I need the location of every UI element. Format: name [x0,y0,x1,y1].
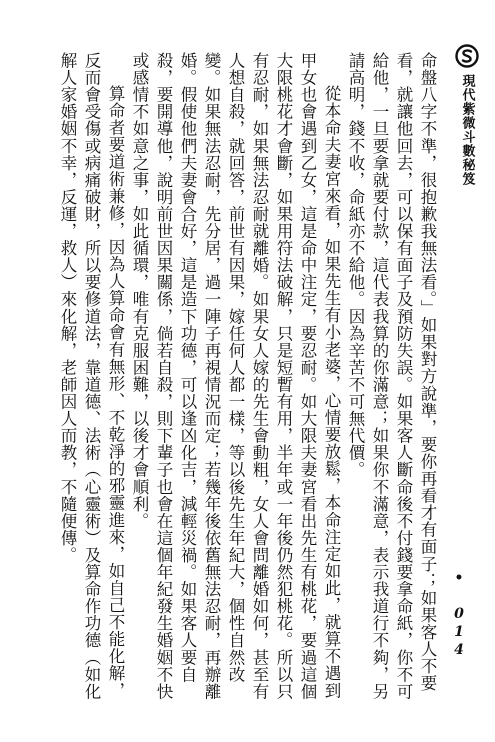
page-header [453,44,481,186]
body-text [19,52,439,702]
paragraph-marriage-advice: 從本命夫妻宮來看，如果先生有小老婆，心情要放鬆，本命注定如此，就算不遇到甲女也會遇到乙女，這是命中注定，要忍耐。如大限夫妻宮看出先生有桃花，要過這個大限桃花才會斷，如果用符法破解，只是短暫有用，半年或一年後仍然犯桃花。所以只有忍耐，如果無法忍耐就離婚。如果女人嫁的先生會動粗，女人會問離婚如何，甚至有人想自殺，就回答，前世有因果，嫁任何人都一樣，等以後先生年紀大，個性自然改變。如果無法忍耐，先分居，過一陣子再視情況而定；若幾年後依舊無法忍耐，再辦離婚。假使他們夫妻會合好，這是造下功德，可以逢凶化吉，減輕災禍。如果客人要自殺，要開導他，說明前世因果關係，倘若自殺，則下輩子也會在這個年紀發生婚姻不快或感情不如意之事，如此循環，唯有克服困難，以後才會順利。 [130,52,341,700]
page-number: • 014 [451,570,467,660]
paragraph-continued: 命盤八字不準，很抱歉我無法看。」如果對方說準，要你再看才有面子；如果客人不要看，就讓他回去，可以保有面子及預防失誤。如果客人斷命後不付錢要拿命紙，你不可給他，一旦要拿就要付款，這代表我算的你滿意；如果你不滿意，表示我道行不夠，另請高明，錢不收，命紙亦不給他。因為辛苦不可無代價。 [346,52,437,700]
publisher-logo-icon [455,44,479,68]
book-title: 現代紫微斗數秘笈 [459,74,475,186]
paragraph-cultivation: 算命者要道術兼修，因為人算命會有無形、不乾淨的邪靈進來，如自己不能化解，反而會受傷或病痛破財，所以要修道法，靠道德、法術（心靈術）及算命作功德（如化解人家婚姻不幸，反運，救人）來化解，老師因人而教，不隨便傳。 [58,52,125,700]
